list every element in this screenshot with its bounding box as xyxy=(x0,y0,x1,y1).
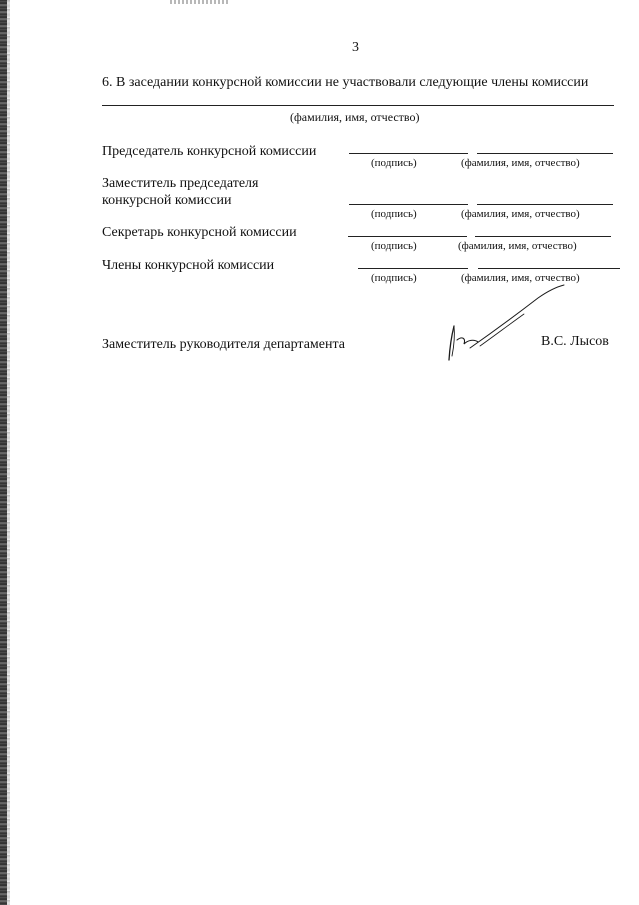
chairman-name-line xyxy=(477,153,613,154)
deputy-head-name: В.С. Лысов xyxy=(541,334,609,349)
absent-members-heading: 6. В заседании конкурсной комиссии не участвовали следующие члены комиссии xyxy=(102,75,589,90)
absent-members-line xyxy=(102,105,614,106)
members-signature-caption: (подпись) xyxy=(371,272,417,284)
members-name-line xyxy=(478,268,620,269)
chairman-signature-caption: (подпись) xyxy=(371,157,417,169)
members-label: Члены конкурсной комиссии xyxy=(102,258,275,273)
absent-members-caption: (фамилия, имя, отчество) xyxy=(290,110,420,124)
scan-left-edge-shadow xyxy=(7,0,10,905)
scan-top-smudge xyxy=(170,0,230,4)
deputy-chairman-signature-caption: (подпись) xyxy=(371,208,417,220)
chairman-label: Председатель конкурсной комиссии xyxy=(102,144,317,159)
secretary-name-line xyxy=(475,236,611,237)
handwritten-signature-icon xyxy=(440,282,570,364)
deputy-chairman-signature-line xyxy=(349,204,468,205)
scan-left-edge xyxy=(0,0,7,905)
secretary-name-caption: (фамилия, имя, отчество) xyxy=(458,240,577,252)
secretary-signature-caption: (подпись) xyxy=(371,240,417,252)
deputy-chairman-label-line2: конкурсной комиссии xyxy=(102,193,232,208)
secretary-label: Секретарь конкурсной комиссии xyxy=(102,225,297,240)
deputy-chairman-name-line xyxy=(477,204,613,205)
chairman-name-caption: (фамилия, имя, отчество) xyxy=(461,157,580,169)
deputy-head-position: Заместитель руководителя департамента xyxy=(102,337,345,352)
secretary-signature-line xyxy=(348,236,467,237)
page-number: 3 xyxy=(352,40,359,55)
deputy-chairman-label-line1: Заместитель председателя xyxy=(102,176,259,191)
members-name-caption: (фамилия, имя, отчество) xyxy=(461,272,580,284)
deputy-chairman-name-caption: (фамилия, имя, отчество) xyxy=(461,208,580,220)
chairman-signature-line xyxy=(349,153,468,154)
members-signature-line xyxy=(358,268,468,269)
